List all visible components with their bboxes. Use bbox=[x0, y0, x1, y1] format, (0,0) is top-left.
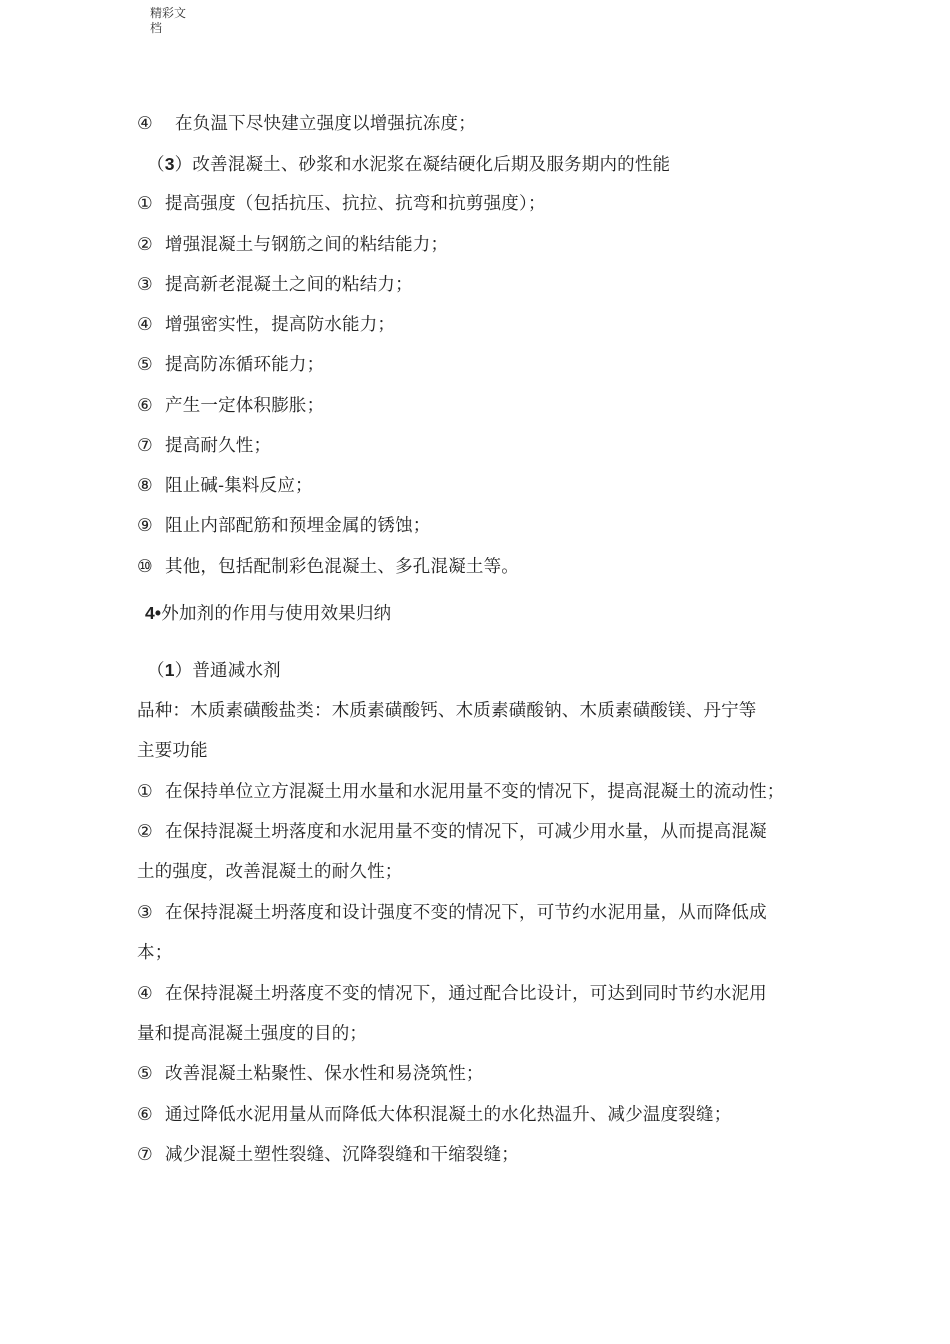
list-item-continuation: 本； bbox=[137, 943, 173, 963]
heading-number: 4• bbox=[145, 603, 162, 623]
list-item-continuation: 量和提高混凝土强度的目的； bbox=[137, 1024, 368, 1044]
list-item-text: 减少混凝土塑性裂缝、沉降裂缝和干缩裂缝； bbox=[165, 1145, 519, 1165]
list-item bbox=[137, 780, 785, 804]
list-item-text: 改善混凝土粘聚性、保水性和易浇筑性； bbox=[165, 1064, 484, 1084]
list-item-text: 在保持混凝土坍落度不变的情况下，通过配合比设计，可达到同时节约水泥用 bbox=[165, 984, 767, 1004]
list-marker: ⑧ bbox=[137, 476, 153, 496]
list-marker: ② bbox=[137, 822, 153, 842]
heading-text: 外加剂的作用与使用效果归纳 bbox=[161, 604, 392, 624]
list-item bbox=[137, 474, 313, 498]
list-item-text: 通过降低水泥用量从而降低大体积混凝土的水化热温升、减少温度裂缝； bbox=[165, 1105, 732, 1125]
list-item bbox=[137, 353, 324, 377]
list-item-text: 在保持单位立方混凝土用水量和水泥用量不变的情况下，提高混凝土的流动性； bbox=[165, 782, 785, 802]
list-item-text: 产生一定体积膨胀； bbox=[165, 396, 325, 416]
heading-text: ）普通减水剂 bbox=[174, 661, 281, 681]
list-item-text: 在保持混凝土坍落度和设计强度不变的情况下，可节约水泥用量，从而降低成 bbox=[165, 903, 767, 923]
heading-paren: （ bbox=[147, 155, 165, 175]
list-item bbox=[137, 1103, 731, 1127]
section-heading bbox=[145, 601, 391, 626]
list-item bbox=[137, 1143, 519, 1167]
list-item-text: 其他，包括配制彩色混凝土、多孔混凝土等。 bbox=[165, 557, 519, 577]
list-item-text: 提高耐久性； bbox=[165, 436, 272, 456]
list-marker: ③ bbox=[137, 903, 153, 923]
list-item bbox=[137, 982, 767, 1006]
list-marker: ② bbox=[137, 235, 153, 255]
list-item-continuation: 土的强度，改善混凝土的耐久性； bbox=[137, 862, 403, 882]
list-item-text: 增强密实性，提高防水能力； bbox=[165, 315, 396, 335]
list-item-text: 提高强度（包括抗压、抗拉、抗弯和抗剪强度）； bbox=[165, 194, 546, 214]
list-marker: ④ bbox=[137, 114, 153, 134]
list-item bbox=[137, 233, 448, 257]
list-marker: ④ bbox=[137, 984, 153, 1004]
subsection-heading bbox=[147, 658, 281, 683]
list-item bbox=[137, 1062, 484, 1086]
list-item bbox=[137, 112, 476, 136]
list-item bbox=[137, 434, 271, 458]
list-item-text: 阻止内部配筋和预埋金属的锈蚀； bbox=[165, 516, 431, 536]
heading-paren: （ bbox=[147, 661, 165, 681]
list-item-text: 提高新老混凝土之间的粘结力； bbox=[165, 275, 413, 295]
list-item bbox=[137, 901, 767, 925]
variety-line: 品种：木质素磺酸盐类：木质素磺酸钙、木质素磺酸钠、木质素磺酸镁、丹宁等 bbox=[137, 701, 757, 721]
heading-number: 3 bbox=[164, 154, 175, 174]
list-marker: ③ bbox=[137, 275, 153, 295]
list-item bbox=[137, 394, 324, 418]
list-marker: ⑨ bbox=[137, 516, 153, 536]
list-item bbox=[137, 555, 519, 579]
page-header bbox=[150, 6, 210, 36]
list-item bbox=[137, 514, 431, 538]
list-item-text: 增强混凝土与钢筋之间的粘结能力； bbox=[165, 235, 449, 255]
list-item bbox=[137, 820, 767, 844]
section-heading bbox=[147, 152, 670, 177]
list-marker: ⑦ bbox=[137, 436, 153, 456]
functions-label: 主要功能 bbox=[137, 741, 208, 761]
list-item bbox=[137, 192, 546, 216]
list-marker: ⑥ bbox=[137, 1105, 153, 1125]
list-item bbox=[137, 313, 395, 337]
list-marker: ④ bbox=[137, 315, 153, 335]
list-item bbox=[137, 273, 413, 297]
list-marker: ① bbox=[137, 782, 153, 802]
list-item-text: 在保持混凝土坍落度和水泥用量不变的情况下，可减少用水量，从而提高混凝 bbox=[165, 822, 767, 842]
list-marker: ⑦ bbox=[137, 1145, 153, 1165]
list-marker: ⑤ bbox=[137, 355, 153, 375]
list-marker: ⑥ bbox=[137, 396, 153, 416]
header-text-line2: 档 bbox=[150, 21, 163, 35]
heading-text: ）改善混凝土、砂浆和水泥浆在凝结硬化后期及服务期内的性能 bbox=[174, 155, 671, 175]
list-marker: ⑩ bbox=[137, 557, 153, 577]
list-item-text: 在负温下尽快建立强度以增强抗冻度； bbox=[175, 114, 476, 134]
heading-number: 1 bbox=[164, 660, 175, 680]
list-marker: ① bbox=[137, 194, 153, 214]
list-item-text: 阻止碱-集料反应； bbox=[165, 476, 313, 496]
header-text-line1: 精彩文 bbox=[150, 6, 187, 20]
list-item-text: 提高防冻循环能力； bbox=[165, 355, 325, 375]
list-marker: ⑤ bbox=[137, 1064, 153, 1084]
